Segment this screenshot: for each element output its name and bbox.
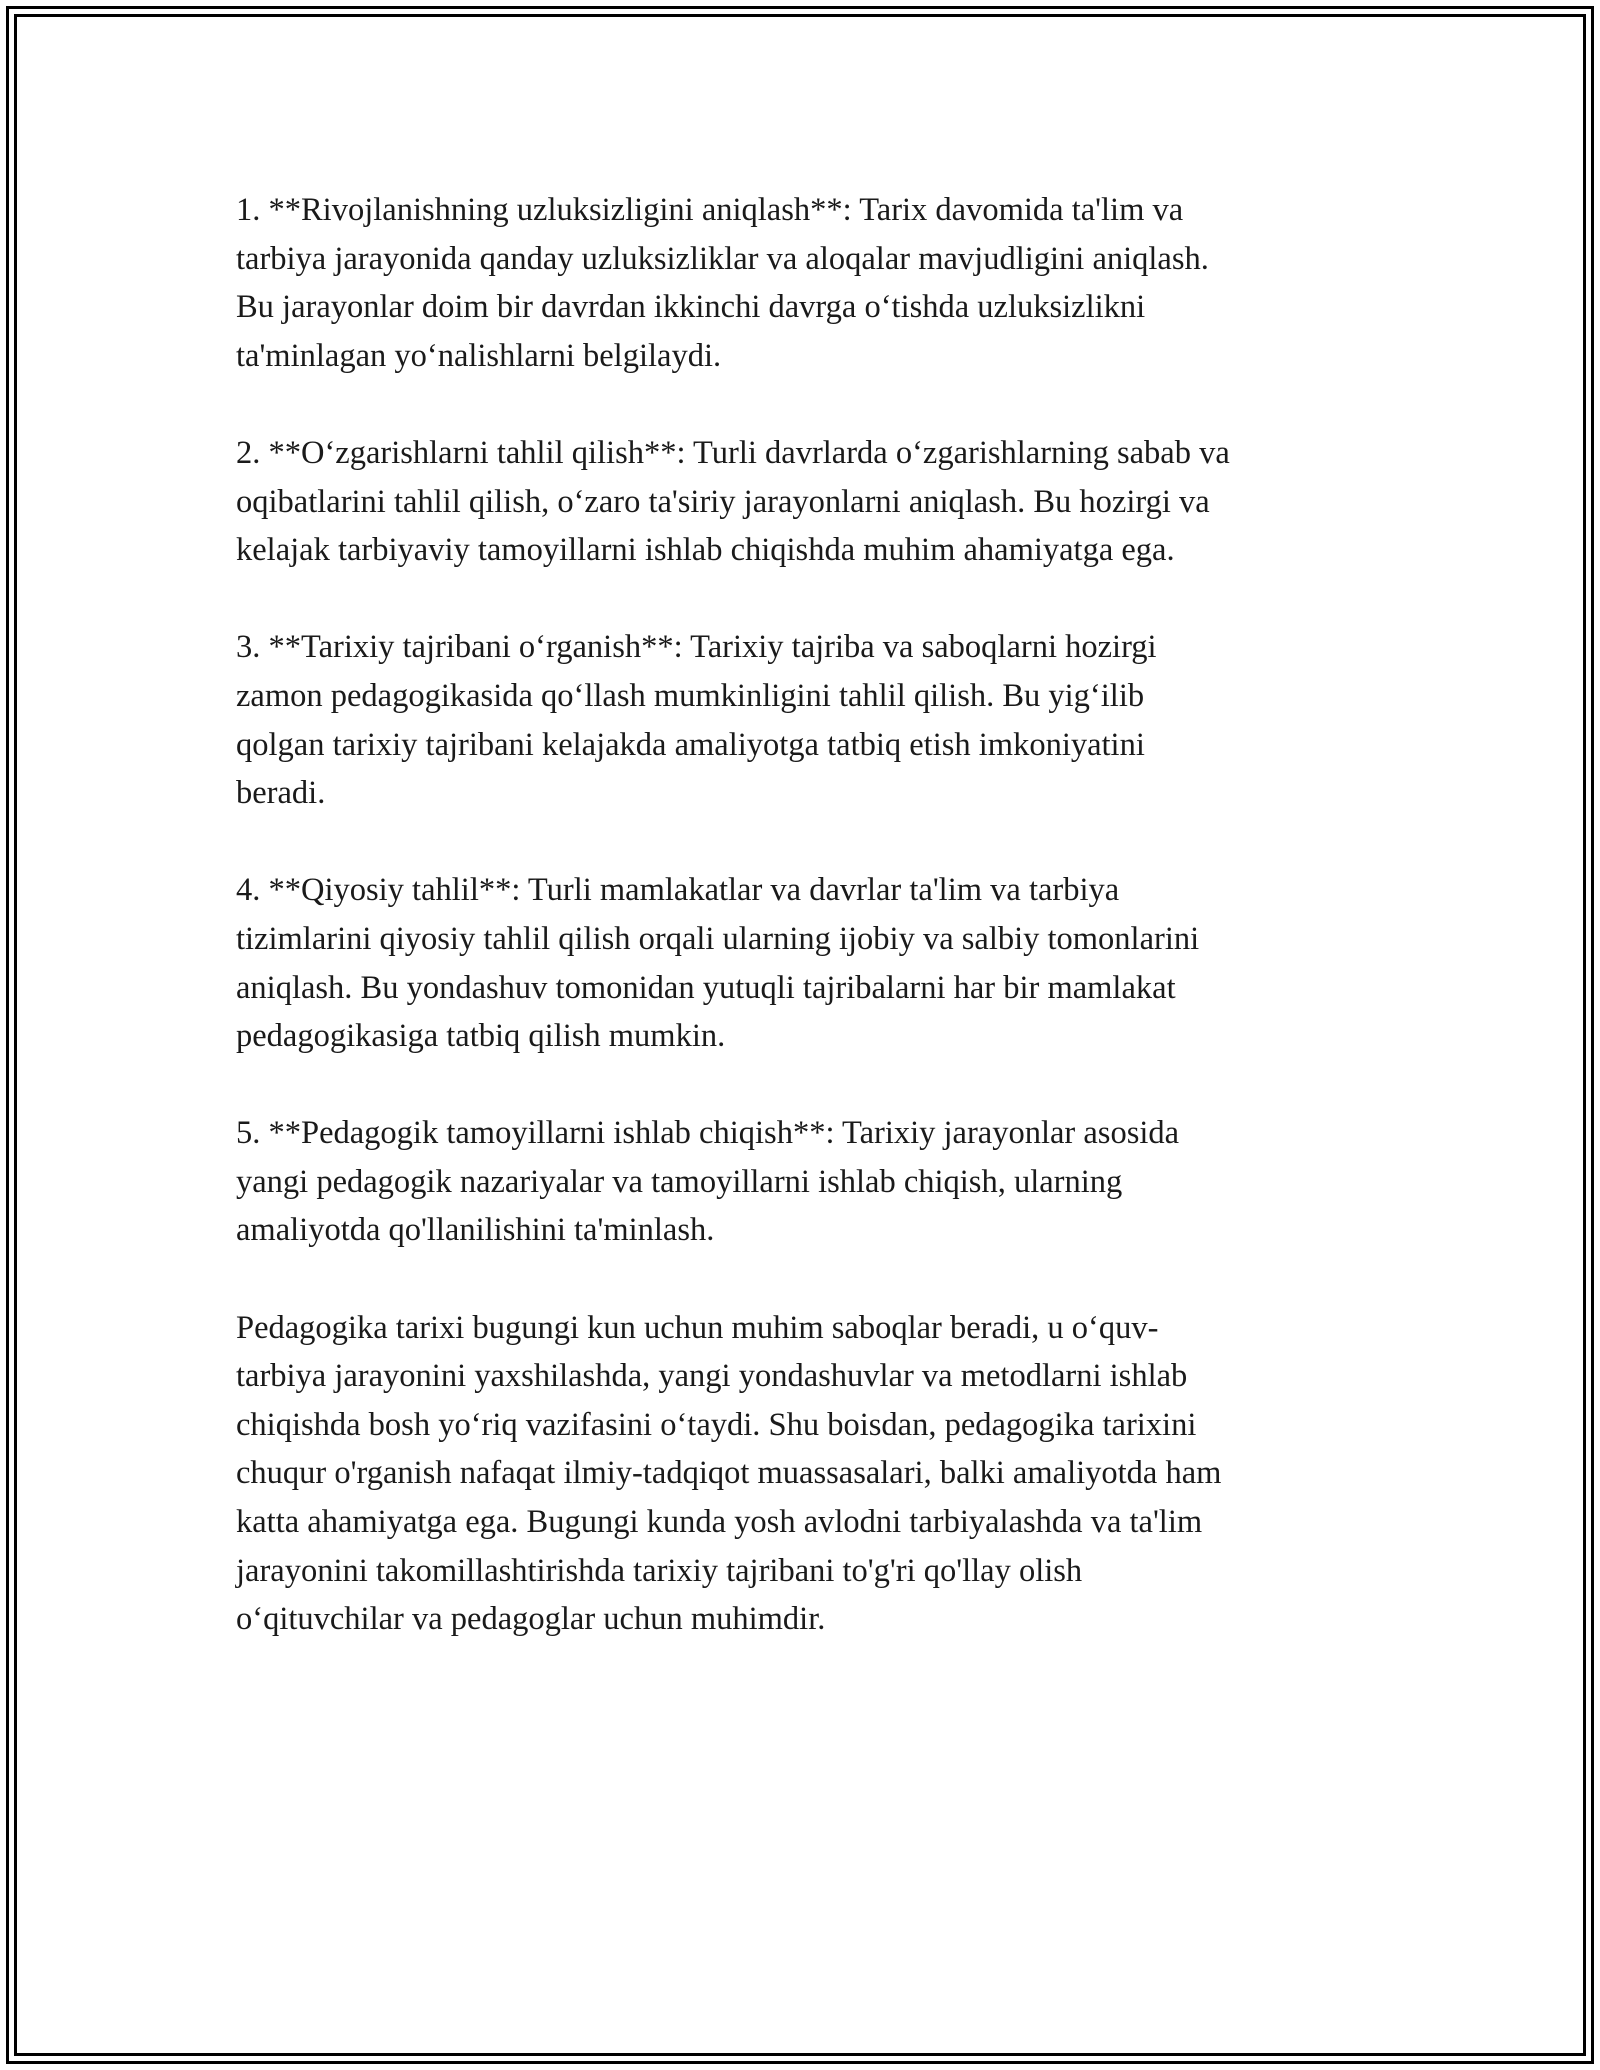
list-item-1: 1. **Rivojlanishning uzluksizligini aniqlash**: Tarix davomida ta'lim va tarbiya jarayonida qanday uzluksizliklar va aloqalar mavjudligini aniqlash. Bu jarayonlar doim bir davrdan ikkinchi davrga o‘tishda uzluksizlikni ta'minlagan yo‘nalishlarni belgilaydi. bbox=[236, 192, 1209, 374]
list-item-4: 4. **Qiyosiy tahlil**: Turli mamlakatlar va davrlar ta'lim va tarbiya tizimlarini qiyosiy tahlil qilish orqali ularning ijobiy va salbiy tomonlarini aniqlash. Bu yondashuv tomonidan yutuqli tajribalarni har bir mamlakat pedagogikasiga tatbiq qilish mumkin. bbox=[236, 872, 1200, 1055]
list-item-3: 3. **Tarixiy tajribani o‘rganish**: Tarixiy tajriba va saboqlarni hozirgi zamon pedagogikasida qo‘llash mumkinligini tahlil qilish. Bu yig‘ilib qolgan tarixiy tajribani kelajakda amaliyotga tatbiq etish imkoniyatini beradi. bbox=[236, 629, 1157, 812]
conclusion-paragraph: Pedagogika tarixi bugungi kun uchun muhim saboqlar beradi, u o‘quv- tarbiya jarayonini yaxshilashda, yangi yondashuvlar va metodlarni ishlab chiqishda bosh yo‘riq vazifasini o‘taydi. Shu boisdan, pedagogika tarixini chuqur o'rganish nafaqat ilmiy-tadqiqot muassasalari, balki amaliyotda ham katta ahamiyatga ega. Bugungi kunda yosh avlodni tarbiyalashda va ta'lim jarayonini takomillashtirishda tarixiy tajribani to'g'ri qo'llay olish o‘qituvchilar va pedagoglar uchun muhimdir. bbox=[236, 1309, 1222, 1638]
list-item-2: 2. **O‘zgarishlarni tahlil qilish**: Turli davrlarda o‘zgarishlarning sabab va oqibatlarini tahlil qilish, o‘zaro ta'siriy jarayonlarni aniqlash. Bu hozirgi va kelajak tarbiyaviy tamoyillarni ishlab chiqishda muhim ahamiyatga ega. bbox=[236, 434, 1230, 569]
list-item-5: 5. **Pedagogik tamoyillarni ishlab chiqish**: Tarixiy jarayonlar asosida yangi pedagogik nazariyalar va tamoyillarni ishlab chiqish, ularning amaliyotda qo'llanilishini ta'minlash. bbox=[236, 1115, 1180, 1249]
document-body bbox=[236, 186, 1396, 1692]
